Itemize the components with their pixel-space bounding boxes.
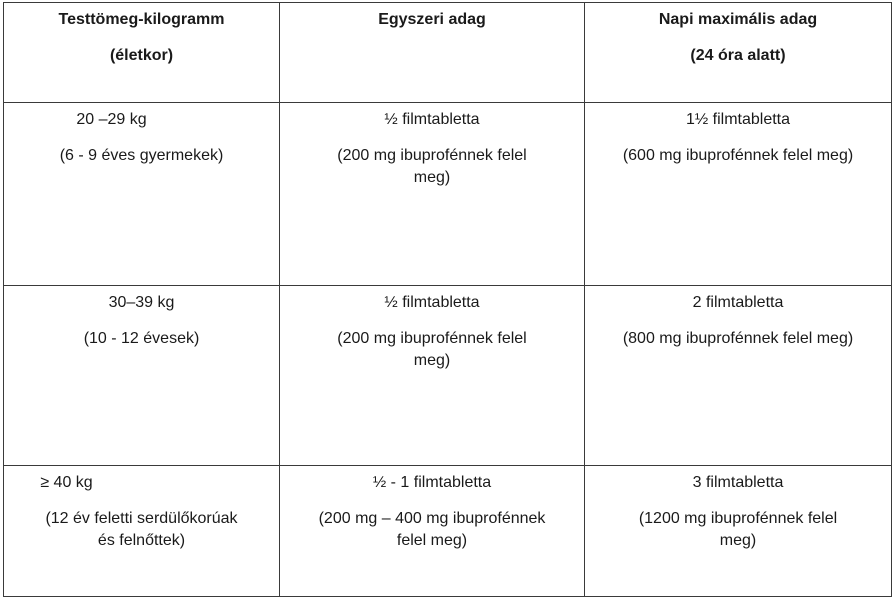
single-dose-cell: [280, 103, 585, 286]
max-dose-value: 3 filmtabletta: [692, 474, 784, 491]
age-value: (10 - 12 évesek): [83, 330, 200, 347]
single-dose-note: (200 mg ibuprofénnek felel: [337, 147, 527, 164]
header-weight-subtitle: (életkor): [109, 47, 174, 64]
single-dose-note-cont: felel meg): [396, 532, 468, 549]
single-dose-value: ½ - 1 filmtabletta: [372, 474, 492, 491]
weight-value: 20 –29 kg: [76, 111, 147, 128]
age-value: (12 év feletti serdülőkorúak: [45, 510, 238, 527]
single-dose-note: (200 mg ibuprofénnek felel: [337, 330, 527, 347]
header-max-dose-subtitle: (24 óra alatt): [690, 47, 786, 64]
single-dose-value: ½ filmtabletta: [384, 294, 480, 311]
age-value-cont: és felnőttek): [97, 532, 186, 549]
table-header-row: [4, 3, 892, 103]
table-row: [4, 103, 892, 286]
weight-cell: [4, 286, 280, 466]
single-dose-note-cont: meg): [413, 169, 451, 186]
age-value: (6 - 9 éves gyermekek): [59, 147, 224, 164]
header-max-dose-title: Napi maximális adag: [658, 11, 818, 28]
header-max-dose-cell: [585, 3, 892, 103]
single-dose-cell: [280, 466, 585, 597]
table-row: [4, 286, 892, 466]
single-dose-value: ½ filmtabletta: [384, 111, 480, 128]
max-dose-cell: [585, 466, 892, 597]
weight-value: 30–39 kg: [108, 294, 175, 311]
header-weight-title: Testtömeg-kilogramm: [58, 11, 225, 28]
header-weight-cell: [4, 3, 280, 103]
max-dose-note: (800 mg ibuprofénnek felel meg): [622, 330, 854, 347]
max-dose-note-cont: meg): [719, 532, 757, 549]
max-dose-note: (1200 mg ibuprofénnek felel: [638, 510, 838, 527]
max-dose-cell: [585, 286, 892, 466]
single-dose-note: (200 mg – 400 mg ibuprofénnek: [318, 510, 546, 527]
table-row: [4, 466, 892, 597]
max-dose-cell: [585, 103, 892, 286]
single-dose-cell: [280, 286, 585, 466]
max-dose-note: (600 mg ibuprofénnek felel meg): [622, 147, 854, 164]
header-single-dose-title: Egyszeri adag: [378, 11, 486, 28]
max-dose-value: 2 filmtabletta: [692, 294, 784, 311]
weight-cell: [4, 103, 280, 286]
max-dose-value: 1½ filmtabletta: [685, 111, 791, 128]
weight-value: ≥ 40 kg: [40, 474, 93, 491]
header-single-dose-cell: [280, 3, 585, 103]
dosage-table: [3, 2, 892, 597]
single-dose-note-cont: meg): [413, 352, 451, 369]
weight-cell: [4, 466, 280, 597]
